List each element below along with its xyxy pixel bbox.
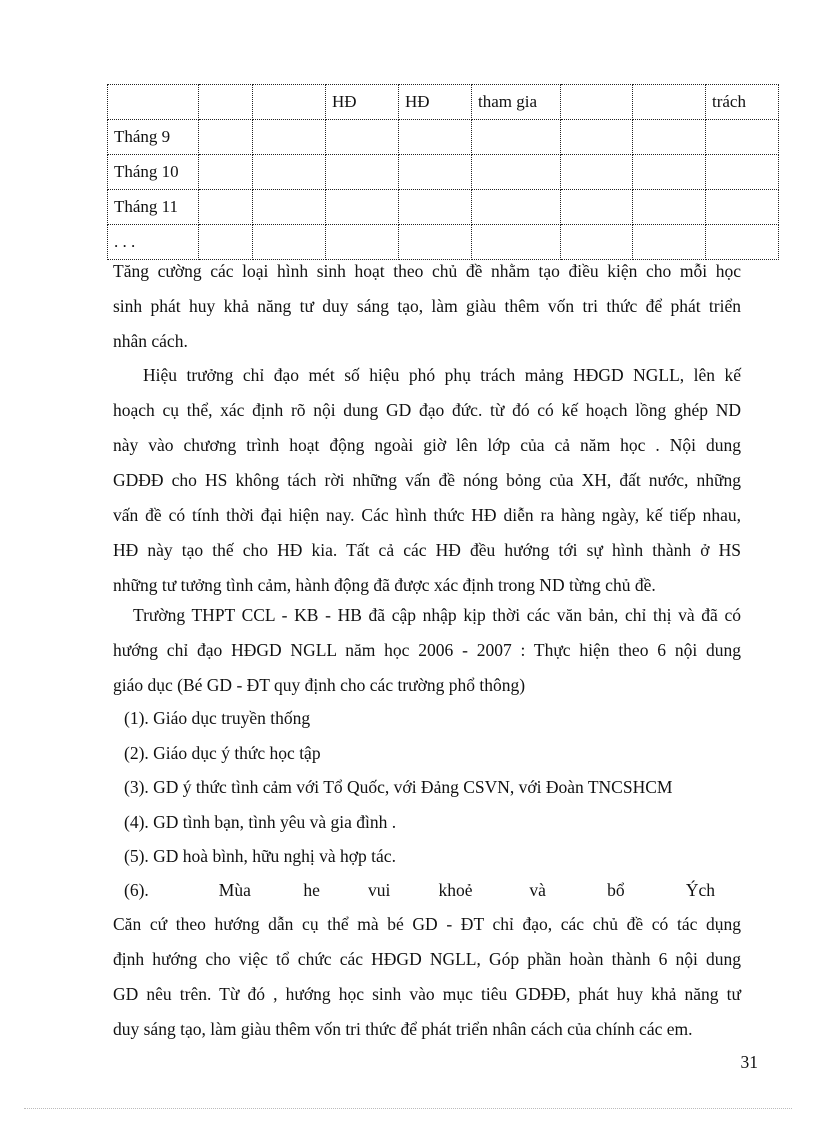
text-line: Hiệu trưởng chỉ đạo mét số hiệu phó phụ trách mảng HĐGD NGLL, lên kế (143, 365, 741, 385)
list-item: (2). Giáo dục ý thức học tập (124, 743, 321, 763)
paragraph-3 (113, 598, 741, 703)
table-header-row (108, 85, 779, 120)
paragraph-4 (113, 907, 741, 1047)
table-cell (472, 120, 561, 155)
text-line: định hướng cho việc tổ chức các HĐGD NGLL, Góp phần hoàn thành 6 nội dung (113, 949, 741, 969)
list-item: (6). Mùa he vui khoẻ và bổ Ých (124, 880, 716, 900)
table-header-cell: HĐ (326, 85, 399, 120)
text-line: hoạch cụ thể, xác định rõ nội dung GD đạo đức. từ đó có kế hoạch lồng ghép ND (113, 400, 741, 420)
page-number: 31 (740, 1052, 758, 1072)
text-line: nhân cách. (113, 331, 188, 351)
text-line: GD nêu trên. Từ đó , hướng học sinh vào mục tiêu GDĐĐ, phát huy khả năng tư (113, 984, 741, 1004)
table-cell (199, 190, 253, 225)
text-line: GDĐĐ cho HS không tách rời những vấn đề nóng bỏng của XH, đất nước, những (113, 470, 741, 490)
table-cell (561, 155, 633, 190)
list-item: (5). GD hoà bình, hữu nghị và hợp tác. (124, 846, 396, 866)
text-line: này vào chương trình hoạt động ngoài giờ lên lớp của cả năm học . Nội dung (113, 435, 741, 455)
footer-divider (24, 1108, 792, 1109)
table-cell: . . . (108, 225, 199, 260)
table-cell (253, 190, 326, 225)
table-header-cell: trách (706, 85, 779, 120)
table-header-cell: HĐ (399, 85, 472, 120)
activity-table (107, 84, 778, 259)
table-cell (472, 190, 561, 225)
table-cell (472, 155, 561, 190)
list-item: (1). Giáo dục truyền thống (124, 708, 311, 728)
table-cell: Tháng 11 (108, 190, 199, 225)
table-row (108, 120, 779, 155)
table-cell (633, 155, 706, 190)
table-cell (399, 155, 472, 190)
table-cell (253, 120, 326, 155)
table-cell (561, 190, 633, 225)
table-cell (326, 120, 399, 155)
table-cell: Tháng 9 (108, 120, 199, 155)
table-cell (633, 120, 706, 155)
list-item: (4). GD tình bạn, tình yêu và gia đình . (124, 812, 397, 832)
list-item: (3). GD ý thức tình cảm với Tổ Quốc, với Đảng CSVN, với Đoàn TNCSHCM (124, 777, 673, 797)
table-row (108, 190, 779, 225)
table-cell (253, 155, 326, 190)
table-cell (706, 120, 779, 155)
paragraph-2 (113, 358, 741, 603)
table-cell (199, 120, 253, 155)
text-line: sinh phát huy khả năng tư duy sáng tạo, làm giàu thêm vốn tri thức để phát triển (113, 296, 741, 316)
text-line: những tư tưởng tình cảm, hành động đã được xác định trong ND từng chủ đề. (113, 575, 656, 595)
text-line: vấn đề có tính thời đại hiện nay. Các hình thức HĐ diễn ra hàng ngày, kế tiếp nhau, (113, 505, 741, 525)
table-header-cell (199, 85, 253, 120)
text-line: duy sáng tạo, làm giàu thêm vốn tri thức để phát triển nhân cách của chính các em. (113, 1019, 693, 1039)
text-line: Tăng cường các loại hình sinh hoạt theo chủ đề nhằm tạo điều kiện cho mỗi học (113, 261, 741, 281)
table-cell (561, 120, 633, 155)
table-header-cell (633, 85, 706, 120)
table-header-cell (561, 85, 633, 120)
paragraph-1 (113, 254, 741, 359)
text-line: HĐ này tạo thế cho HĐ kia. Tất cả các HĐ đều hướng tới sự hình thành ở HS (113, 540, 741, 560)
table-header-cell (253, 85, 326, 120)
table-cell (399, 190, 472, 225)
table-cell (706, 155, 779, 190)
table-header-cell: tham gia (472, 85, 561, 120)
text-line: Căn cứ theo hướng dẫn cụ thể mà bé GD - ĐT chỉ đạo, các chủ đề có tác dụng (113, 914, 741, 934)
text-line: Trường THPT CCL - KB - HB đã cập nhập kịp thời các văn bản, chỉ thị và đã có (133, 605, 741, 625)
table-header-cell (108, 85, 199, 120)
table-cell (633, 190, 706, 225)
table-row (108, 155, 779, 190)
table-cell (399, 120, 472, 155)
table-cell (706, 190, 779, 225)
table-cell: Tháng 10 (108, 155, 199, 190)
table-cell (326, 190, 399, 225)
text-line: hướng chỉ đạo HĐGD NGLL năm học 2006 - 2007 : Thực hiện theo 6 nội dung (113, 640, 741, 660)
text-line: giáo dục (Bé GD - ĐT quy định cho các trường phổ thông) (113, 675, 526, 695)
table-cell (326, 155, 399, 190)
table-cell (199, 155, 253, 190)
